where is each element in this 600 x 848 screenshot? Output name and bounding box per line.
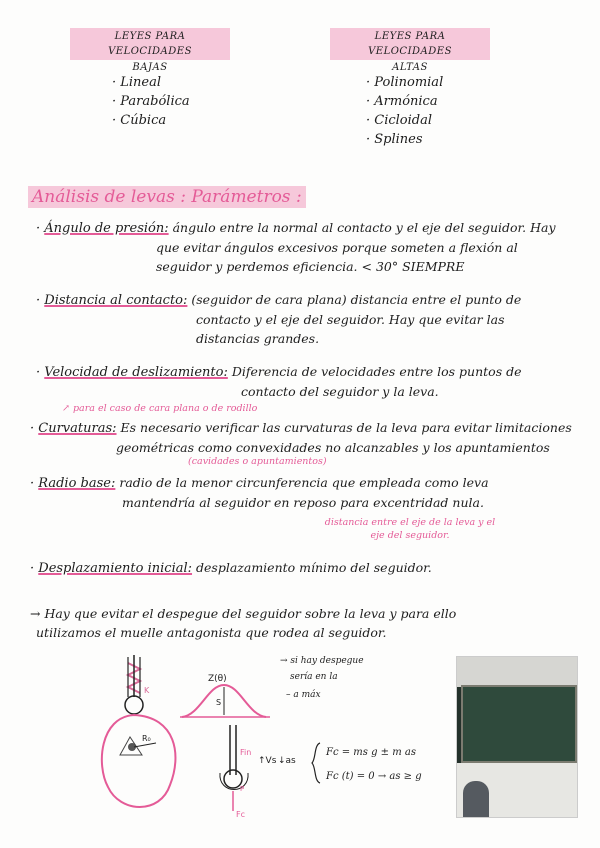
base-radius-note: distancia entre el eje de la leva y el eje del seguidor. [324,517,496,541]
blackboard-icon [461,685,577,763]
detach-l1: → si hay despegue [280,656,364,666]
list-item: · Splines [366,132,423,147]
initial-displacement-term: · Desplazamiento inicial: [30,561,193,576]
slip-velocity-l2: contacto del seguidor y la leva. [241,384,439,399]
curvatures-block [30,418,595,457]
low-speed-title-2: BAJAS [132,62,168,73]
cam-icon [102,715,176,807]
list-item: · Armónica [366,94,438,109]
cam-follower-diagram [90,655,450,835]
equation-1: Fc = ms g ± m as [326,747,416,758]
note-l2: utilizamos el muelle antagonista que rodea al seguidor. [36,625,387,640]
s-label: S [216,698,222,707]
base-radius-l2: mantendría al seguidor en reposo para excentridad nula. [122,495,484,510]
curvature-note2: (cavidades o apuntamientos) [188,456,327,467]
initial-displacement-block [30,558,575,578]
contact-distance-term: · Distancia al contacto: [36,293,188,308]
r0-label: R₀ [142,734,151,743]
list-item: · Lineal [112,75,162,90]
base-radius-term: · Radio base: [30,476,116,491]
list-item: · Polinomial [366,75,444,90]
curvature-note: ↗ para el caso de cara plana o de rodillo [62,403,258,414]
slip-velocity-block [36,362,581,401]
low-speed-list [112,73,190,130]
k-label: K [144,686,150,695]
base-radius-block [30,473,575,512]
list-item: · Cicloidal [366,113,433,128]
pressure-angle-l3: seguidor y perdemos eficiencia. < 30° SIEMPRE [156,259,465,274]
slip-velocity-term: · Velocidad de deslizamiento: [36,365,228,380]
curvatures-term: · Curvaturas: [30,421,117,436]
vs-label: ↑Vs [258,756,277,766]
contact-distance-l2: contacto y el eje del seguidor. Hay que evitar las [196,312,505,327]
pressure-angle-block [36,218,581,276]
low-speed-title-1: LEYES PARA VELOCIDADES [70,28,230,60]
pressure-angle-l2: que evitar ángulos excesivos porque someten a flexión al [156,240,518,255]
curvatures-l1: Es necesario verificar las curvaturas de la leva para evitar limitaciones [120,420,572,435]
contact-distance-l3: distancias grandes. [196,331,320,346]
contact-distance-l1: (seguidor de cara plana) distancia entre el punto de [191,292,522,307]
curvatures-l2: geométricas como convexidades no alcanzables y los apuntamientos [116,440,550,455]
detach-l3: – a máx [286,690,321,700]
base-radius-l1: radio de la menor circunferencia que empleada como leva [119,475,489,490]
fin-label: Fin [240,748,252,757]
slip-velocity-l1: Diferencia de velocidades entre los puntos de [231,364,522,379]
high-speed-header [330,28,490,75]
analysis-title: Análisis de levas : Parámetros : [28,186,306,208]
pressure-angle-term: · Ángulo de presión: [36,221,169,236]
initial-displacement-l1: desplazamiento mínimo del seguidor. [196,560,432,575]
high-speed-list [366,73,443,149]
z-label: Z(θ) [208,674,227,684]
list-item: · Parabólica [112,94,190,109]
detachment-note [30,604,575,642]
as-label: ↓as [278,756,296,766]
contact-distance-block [36,290,581,348]
high-speed-title-1: LEYES PARA VELOCIDADES [330,28,490,60]
roller-icon [125,696,143,714]
low-speed-header [70,28,230,75]
p-label: P [240,785,245,793]
list-item: · Cúbica [112,113,167,128]
fc-label: Fc [236,810,245,819]
detach-l2: sería en la [290,672,338,682]
pressure-angle-l1: ángulo entre la normal al contacto y el eje del seguidor. Hay [172,220,556,235]
classroom-photo [456,656,578,818]
high-speed-title-2: ALTAS [392,62,428,73]
equation-2: Fc (t) = 0 → as ≥ g [326,771,422,782]
note-l1: → Hay que evitar el despegue del seguidor sobre la leva y para ello [30,606,457,621]
